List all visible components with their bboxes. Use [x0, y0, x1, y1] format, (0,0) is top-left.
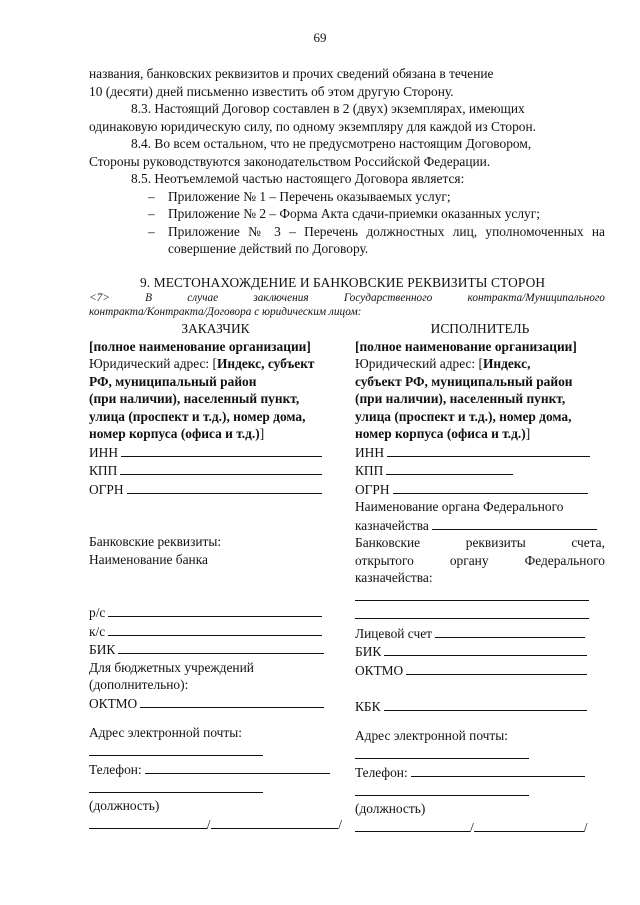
address-text: [89, 425, 342, 443]
address-text: (при наличии), населенный пункт,: [355, 391, 566, 406]
blank-line[interactable]: [145, 760, 330, 774]
contractor-signature[interactable]: [355, 818, 605, 837]
blank-line[interactable]: [355, 587, 589, 601]
bik-label: БИК: [355, 644, 382, 659]
slash: /: [470, 819, 474, 835]
paragraph-line: 8.3. Настоящий Договор составлен в 2 (двух) экземплярах, имеющих: [131, 101, 525, 116]
customer-bik-field[interactable]: [89, 640, 342, 659]
blank-line[interactable]: [474, 818, 584, 832]
note-word: случае: [187, 292, 219, 304]
blank-line[interactable]: [89, 815, 207, 829]
blank-line[interactable]: [211, 815, 339, 829]
address-text: улица (проспект и т.д.), номер дома,: [89, 408, 306, 424]
address-text: Индекс,: [482, 356, 531, 371]
blank-line[interactable]: [384, 697, 587, 711]
customer-signature[interactable]: [89, 815, 342, 834]
blank-line[interactable]: [89, 779, 263, 793]
list-dash: –: [148, 188, 155, 204]
email-label: Адрес электронной почты:: [355, 728, 508, 743]
customer-heading: ЗАКАЗЧИК: [181, 321, 250, 336]
customer-inn-field[interactable]: [89, 443, 342, 462]
email-field[interactable]: [355, 745, 605, 764]
address-text: номер корпуса (офиса и т.д.): [355, 426, 526, 441]
blank-line[interactable]: [355, 605, 589, 619]
address-text: номер корпуса (офиса и т.д.): [89, 426, 260, 441]
inn-label: ИНН: [355, 444, 385, 460]
footnote-note: [89, 291, 605, 319]
contractor-inn-field[interactable]: [355, 443, 605, 462]
oktmo-label: ОКТМО: [89, 695, 138, 711]
blank-line[interactable]: [140, 694, 324, 708]
blank-line[interactable]: [435, 624, 585, 638]
page-number: 69: [313, 30, 327, 45]
email-label: Адрес электронной почты:: [89, 725, 242, 740]
bank-account-label: [355, 552, 605, 570]
document-body: [89, 65, 605, 836]
address-suffix: ]: [259, 426, 265, 441]
inn-label: ИНН: [89, 444, 119, 460]
paragraph-line: 10 (десяти) дней письменно известить об этом другую Сторону.: [89, 83, 454, 99]
customer-rs-field[interactable]: [89, 603, 342, 622]
blank-line[interactable]: [393, 480, 588, 494]
slash: /: [206, 816, 211, 832]
list-item: [89, 205, 605, 223]
ogrn-label: ОГРН: [355, 481, 390, 497]
list-dash: –: [148, 223, 155, 239]
address-prefix: Юридический адрес: [: [89, 356, 217, 371]
personal-account-field[interactable]: [355, 624, 605, 643]
note-word: В: [145, 292, 153, 304]
blank-line[interactable]: [406, 661, 587, 675]
address-suffix: ]: [525, 426, 531, 441]
blank-line[interactable]: [432, 516, 597, 530]
email-field[interactable]: [89, 742, 342, 761]
address-text: улица (проспект и т.д.), номер дома,: [355, 408, 572, 424]
ks-label: к/с: [89, 623, 106, 639]
treasury-label: казначейства: [355, 517, 429, 533]
paragraph-8-3: [89, 100, 605, 135]
blank-line[interactable]: [108, 603, 322, 617]
position-label: (должность): [89, 798, 160, 813]
blank-line[interactable]: [355, 745, 529, 759]
address-prefix: Юридический адрес: [: [355, 356, 483, 371]
address-text: (при наличии), населенный пункт,: [89, 391, 300, 406]
customer-ogrn-field[interactable]: [89, 480, 342, 499]
paragraph-8-4: [89, 135, 605, 170]
paragraph-continuation: [89, 65, 605, 100]
customer-kpp-field[interactable]: [89, 461, 342, 480]
paragraph-8-5: 8.5. Неотъемлемой частью настоящего Договора является:: [131, 171, 465, 186]
note-line: контракта/Контракта/Договора с юридическим лицом:: [89, 306, 362, 318]
blank-line[interactable]: [121, 443, 322, 457]
ogrn-label: ОГРН: [89, 481, 124, 497]
kbk-field[interactable]: [355, 697, 605, 716]
position-label: (должность): [355, 801, 426, 816]
kpp-label: КПП: [89, 463, 118, 478]
phone-extra[interactable]: [355, 782, 605, 801]
requisites-columns: [89, 320, 605, 836]
bank-account-label: казначейства:: [355, 570, 433, 585]
customer-ks-field[interactable]: [89, 622, 342, 641]
address-text: РФ, муниципальный район: [89, 373, 257, 389]
address-text: [355, 425, 605, 443]
contractor-phone-field[interactable]: [355, 763, 605, 782]
list-item: [89, 188, 605, 206]
slash: /: [583, 819, 588, 835]
blank-line[interactable]: [127, 480, 322, 494]
contractor-org-name: [полное наименование организации]: [355, 338, 577, 354]
note-word: Государственного: [343, 292, 433, 304]
blank-line[interactable]: [118, 640, 324, 654]
blank-line[interactable]: [386, 461, 513, 475]
bank-name-label: Наименование банка: [89, 551, 208, 567]
bank-word: органу: [449, 552, 489, 568]
phone-label: Телефон:: [355, 765, 408, 780]
contractor-address: [355, 355, 605, 373]
list-item: [89, 223, 605, 258]
note-word: заключения: [253, 292, 309, 304]
bank-word: реквизиты: [465, 535, 526, 550]
contractor-heading: ИСПОЛНИТЕЛЬ: [430, 321, 530, 336]
paragraph-line: 8.4. Во всем остальном, что не предусмотрено настоящим Договором,: [131, 136, 532, 151]
blank-line[interactable]: [411, 763, 585, 777]
contractor-kpp-field[interactable]: [355, 461, 605, 480]
customer-phone-field[interactable]: [89, 760, 342, 779]
blank-line[interactable]: [387, 443, 590, 457]
kpp-label: КПП: [355, 463, 384, 478]
section-title: 9. МЕСТОНАХОЖДЕНИЕ И БАНКОВСКИЕ РЕКВИЗИТЫ СТОРОН: [140, 274, 546, 290]
bank-word: Банковские: [355, 535, 421, 550]
bank-details-label: Банковские реквизиты:: [89, 534, 222, 549]
phone-extra[interactable]: [89, 779, 342, 798]
budget-note: (дополнительно):: [89, 677, 189, 692]
contractor-column: [355, 320, 605, 836]
contractor-ogrn-field[interactable]: [355, 480, 605, 499]
list-item-text: Приложение № 3 – Перечень должностных лиц, уполномоченных на совершение действий по Договору.: [168, 223, 605, 256]
phone-label: Телефон:: [89, 762, 142, 777]
bik-label: БИК: [89, 642, 116, 657]
note-word: <7>: [89, 292, 110, 304]
note-word: контракта/Муниципального: [467, 292, 605, 304]
annex-list: [89, 188, 605, 258]
budget-note: Для бюджетных учреждений: [89, 659, 254, 675]
contractor-bik-field[interactable]: [355, 642, 605, 661]
treasury-field[interactable]: [355, 516, 605, 535]
personal-account-label: Лицевой счет: [355, 625, 433, 641]
blank-line[interactable]: [355, 818, 470, 832]
customer-column: [89, 320, 342, 836]
blank-line[interactable]: [384, 642, 587, 656]
bank-word: счета,: [571, 535, 605, 550]
rs-label: р/с: [89, 605, 106, 620]
paragraph-line: Стороны руководствуются законодательством Российской Федерации.: [89, 153, 491, 169]
blank-line[interactable]: [89, 742, 263, 756]
blank-line[interactable]: [108, 622, 322, 636]
oktmo-label: ОКТМО: [355, 662, 404, 678]
customer-oktmo-field[interactable]: [89, 694, 342, 713]
bank-account-field[interactable]: [355, 605, 605, 624]
bank-word: открытого: [355, 552, 414, 568]
bank-account-field[interactable]: [355, 587, 605, 606]
bank-account-label: [355, 534, 605, 552]
list-item-text: Приложение № 1 – Перечень оказываемых услуг;: [168, 188, 451, 204]
list-dash: –: [148, 206, 155, 221]
slash: /: [338, 816, 343, 832]
customer-org-name: [полное наименование организации]: [89, 338, 311, 354]
address-text: Индекс, субъект: [216, 356, 315, 371]
blank-line[interactable]: [120, 461, 322, 475]
kbk-label: КБК: [355, 698, 381, 714]
customer-address: [89, 355, 342, 373]
bank-word: Федерального: [524, 552, 605, 568]
list-item-text: Приложение № 2 – Форма Акта сдачи-приемки оказанных услуг;: [168, 206, 540, 221]
contractor-oktmo-field[interactable]: [355, 661, 605, 680]
treasury-label: Наименование органа Федерального: [355, 499, 564, 514]
address-text: субъект РФ, муниципальный район: [355, 373, 573, 389]
blank-line[interactable]: [355, 782, 529, 796]
paragraph-line: названия, банковских реквизитов и прочих сведений обязана в течение: [89, 66, 494, 81]
paragraph-line: одинаковую юридическую силу, по одному экземпляру для каждой из Сторон.: [89, 118, 536, 134]
